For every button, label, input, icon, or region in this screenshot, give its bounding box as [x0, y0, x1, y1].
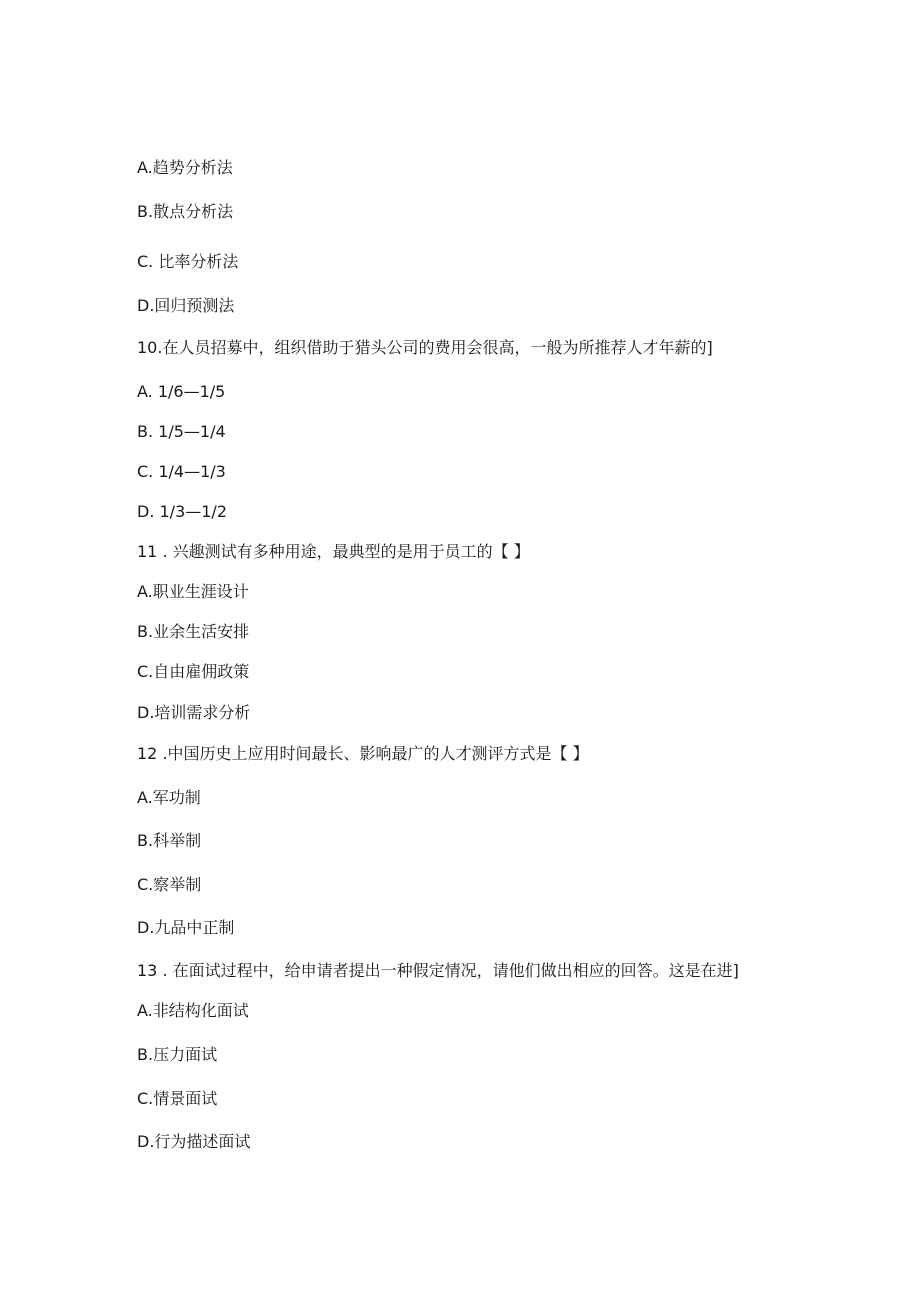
- option-9b: B.散点分析法: [137, 202, 234, 221]
- option-11d: D.培训需求分析: [137, 703, 251, 722]
- option-12b: B.科举制: [137, 831, 202, 850]
- option-11c: C.自由雇佣政策: [137, 662, 250, 681]
- option-13d: D.行为描述面试: [137, 1132, 251, 1151]
- option-12c: C.察举制: [137, 875, 202, 894]
- option-11a: A.职业生涯设计: [137, 582, 249, 601]
- option-13b: B.压力面试: [137, 1045, 218, 1064]
- option-12d: D.九品中正制: [137, 918, 235, 937]
- option-10a: A. 1/6—1/5: [137, 382, 226, 401]
- question-11: 11 . 兴趣测试有多种用途，最典型的是用于员工的【 】: [137, 542, 530, 561]
- option-13c: C.情景面试: [137, 1089, 218, 1108]
- option-10d: D. 1/3—1/2: [137, 502, 227, 521]
- option-13a: A.非结构化面试: [137, 1001, 249, 1020]
- question-10: 10.在人员招募中，组织借助于猎头公司的费用会很高，一般为所推荐人才年薪的]: [137, 338, 713, 357]
- option-12a: A.军功制: [137, 788, 201, 807]
- option-10c: C. 1/4—1/3: [137, 462, 226, 481]
- question-12: 12 .中国历史上应用时间最长、影响最广的人才测评方式是【 】: [137, 744, 589, 763]
- option-11b: B.业余生活安排: [137, 622, 250, 641]
- question-13: 13 . 在面试过程中，给申请者提出一种假定情况，请他们做出相应的回答。这是在进]: [137, 961, 739, 980]
- option-9a: A.趋势分析法: [137, 158, 233, 177]
- option-9c: C. 比率分析法: [137, 252, 239, 271]
- option-10b: B. 1/5—1/4: [137, 422, 226, 441]
- option-9d: D.回归预测法: [137, 296, 235, 315]
